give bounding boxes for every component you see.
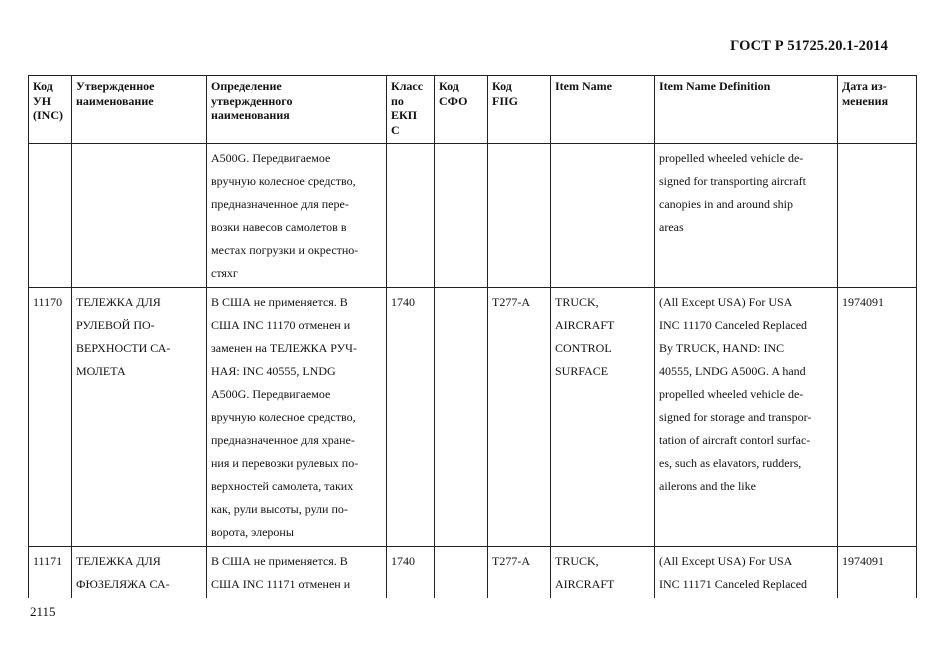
cell-text-line: стяхг	[211, 266, 238, 280]
col-header-approved-name: Утвержденное наименование	[72, 76, 207, 144]
cell-text-line: canopies in and around ship	[659, 197, 793, 211]
cell-item-name	[551, 144, 655, 288]
table-header-row	[29, 76, 917, 144]
cell-text-line: ворота, элероны	[211, 525, 294, 539]
cell-text-line: A500G. Передвигаемое	[211, 387, 331, 401]
cell-text-line: 1740	[391, 554, 415, 568]
cell-text-line: возки навесов самолетов в	[211, 220, 347, 234]
cell-text-line: предназначенное для хране-	[211, 433, 355, 447]
cell-text-line: МОЛЕТА	[76, 364, 126, 378]
cell-inc	[29, 547, 72, 599]
page-number: 2115	[30, 604, 56, 619]
cell-text-line: ВЕРХНОСТИ СА-	[76, 341, 171, 355]
cell-text-line: INC 11171 Canceled Replaced	[659, 577, 808, 591]
cell-text-line: как, рули высоты, рули по-	[211, 502, 348, 516]
col-header-fiig: Код FIIG	[488, 76, 551, 144]
table-row	[29, 547, 917, 599]
cell-text-line: местах погрузки и окрестно-	[211, 243, 359, 257]
cell-text-line: ТЕЛЕЖКА ДЛЯ	[76, 554, 161, 568]
cell-change-date	[838, 547, 917, 599]
table-row	[29, 288, 917, 547]
cell-text-line: 1740	[391, 295, 415, 309]
col-header-sfo: Код СФО	[435, 76, 488, 144]
col-header-class: Класс по ЕКП С	[387, 76, 435, 144]
cell-item-definition	[655, 547, 838, 599]
cell-text-line: 40555, LNDG A500G. A hand	[659, 364, 806, 378]
cell-fiig	[488, 144, 551, 288]
cell-text-line: заменен на ТЕЛЕЖКА РУЧ-	[211, 341, 357, 355]
cell-sfo	[435, 288, 488, 547]
col-header-change-date: Дата из- менения	[838, 76, 917, 144]
cell-text-line: INC 11170 Canceled Replaced	[659, 318, 808, 332]
cell-text-line: By TRUCK, HAND: INC	[659, 341, 785, 355]
cell-inc	[29, 288, 72, 547]
cell-inc	[29, 144, 72, 288]
cell-change-date	[838, 288, 917, 547]
cell-text-line: вручную колесное средство,	[211, 174, 356, 188]
cell-definition	[207, 547, 387, 599]
table-body	[29, 144, 917, 599]
col-header-item-name: Item Name	[551, 76, 655, 144]
cell-text-line: В США не применяется. В	[211, 554, 348, 568]
cell-fiig	[488, 288, 551, 547]
cell-sfo	[435, 144, 488, 288]
cell-text-line: signed for storage and transpor-	[659, 410, 812, 424]
col-header-definition: Определение утвержденного наименования	[207, 76, 387, 144]
cell-text-line: propelled wheeled vehicle de-	[659, 151, 804, 165]
catalog-table	[28, 75, 917, 598]
cell-text-line: TRUCK,	[555, 295, 599, 309]
cell-text-line: предназначенное для пере-	[211, 197, 349, 211]
cell-text-line: AIRCRAFT	[555, 577, 615, 591]
cell-text-line: НАЯ: INC 40555, LNDG	[211, 364, 336, 378]
cell-definition	[207, 288, 387, 547]
cell-sfo	[435, 547, 488, 599]
cell-text-line: es, such as elavators, rudders,	[659, 456, 802, 470]
cell-text-line: CONTROL	[555, 341, 612, 355]
cell-text-line: propelled wheeled vehicle de-	[659, 387, 804, 401]
cell-text-line: 11170	[33, 295, 63, 309]
cell-class	[387, 547, 435, 599]
cell-text-line: signed for transporting aircraft	[659, 174, 806, 188]
cell-text-line: США INC 11170 отменен и	[211, 318, 351, 332]
cell-text-line: ФЮЗЕЛЯЖА СА-	[76, 577, 170, 591]
cell-text-line: A500G. Передвигаемое	[211, 151, 331, 165]
cell-text-line: США INC 11171 отменен и	[211, 577, 351, 591]
cell-item-name	[551, 288, 655, 547]
cell-item-name	[551, 547, 655, 599]
document-code: ГОСТ Р 51725.20.1-2014	[730, 38, 888, 54]
cell-approved-name	[72, 288, 207, 547]
cell-text-line: ТЕЛЕЖКА ДЛЯ	[76, 295, 161, 309]
cell-text-line: верхностей самолета, таких	[211, 479, 354, 493]
cell-item-definition	[655, 288, 838, 547]
cell-change-date	[838, 144, 917, 288]
cell-text-line: areas	[659, 220, 684, 234]
cell-item-definition	[655, 144, 838, 288]
cell-text-line: AIRCRAFT	[555, 318, 615, 332]
cell-text-line: 1974091	[842, 295, 884, 309]
col-header-item-definition: Item Name Definition	[655, 76, 838, 144]
cell-definition	[207, 144, 387, 288]
cell-text-line: В США не применяется. В	[211, 295, 348, 309]
cell-class	[387, 288, 435, 547]
cell-text-line: T277-A	[492, 554, 530, 568]
cell-text-line: tation of aircraft contorl surfac-	[659, 433, 811, 447]
cell-text-line: (All Except USA) For USA	[659, 554, 793, 568]
cell-text-line: TRUCK,	[555, 554, 599, 568]
cell-class	[387, 144, 435, 288]
col-header-inc: Код УН (INC)	[29, 76, 72, 144]
cell-approved-name	[72, 547, 207, 599]
cell-text-line: ailerons and the like	[659, 479, 756, 493]
cell-text-line: вручную колесное средство,	[211, 410, 356, 424]
cell-text-line: T277-A	[492, 295, 530, 309]
table-row	[29, 144, 917, 288]
cell-fiig	[488, 547, 551, 599]
cell-text-line: 11171	[33, 554, 63, 568]
cell-text-line: РУЛЕВОЙ ПО-	[76, 318, 155, 332]
cell-text-line: 1974091	[842, 554, 884, 568]
cell-text-line: SURFACE	[555, 364, 609, 378]
cell-approved-name	[72, 144, 207, 288]
cell-text-line: (All Except USA) For USA	[659, 295, 793, 309]
cell-text-line: ния и перевозки рулевых по-	[211, 456, 359, 470]
